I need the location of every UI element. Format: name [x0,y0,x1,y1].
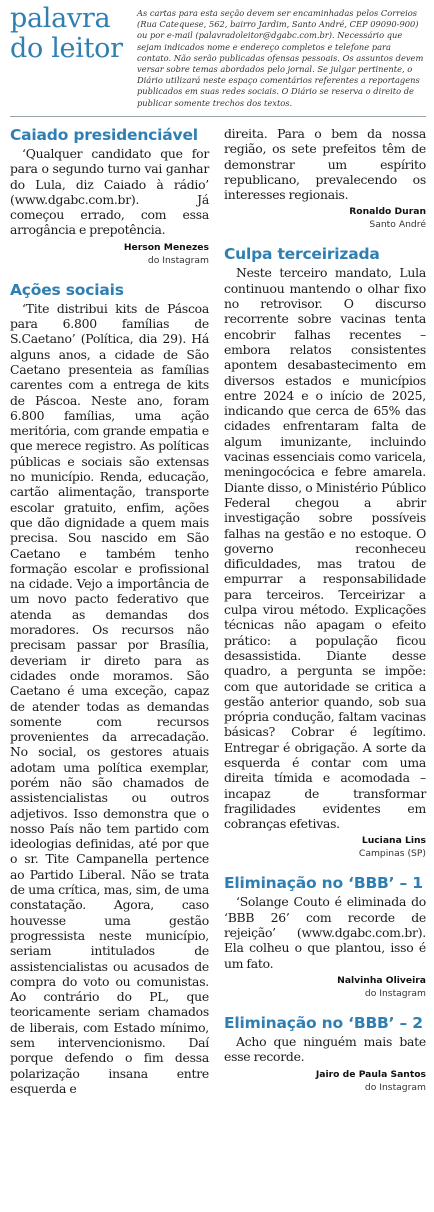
letter [224,874,426,999]
letter-text-continued: direita. Para o bem da nossa região, os sete prefeitos têm de demonstrar um espírito republicano, prevalecendo os interesses regionais. [224,126,426,203]
section-header [0,0,434,118]
letter-text: Acho que ninguém mais bate esse recorde. [224,1033,426,1065]
letter-origin: Santo André [369,219,426,231]
letter-author: Jairo de Paula Santos [315,1068,426,1080]
section-title-line2: do leitor [10,33,123,64]
letter [224,1014,426,1094]
letter-title: Culpa terceirizada [224,245,380,264]
letter-author: Herson Menezes [123,241,209,253]
letter-text: ‘Solange Couto é eliminada do ‘BBB 26’ com recorde de rejeição’ (www.dgabc.com.br). Ela colheu o que plantou, isso é um fato. [224,894,426,971]
letter-origin: do Instagram [364,1081,426,1093]
letter-title: Eliminação no ‘BBB’ – 1 [224,874,423,893]
letter [224,245,426,860]
letter-title: Ações sociais [10,280,124,299]
letter-origin: do Instagram [147,254,209,266]
letter-title: Eliminação no ‘BBB’ – 2 [224,1013,423,1032]
letter-text: ‘Qualquer candidato que for para o segundo turno vai ganhar do Lula, diz Caiado à rádio’ (www.dgabc.com.br). Já começou errado, com essa arrogância e prepotência. [10,146,209,238]
section-title [10,4,128,63]
letter-text: ‘Tite distribui kits de Páscoa para 6.800 famílias de S.Caetano’ (Política, dia 29). Há alguns anos, a cidade de São Caetano presenteia as famílias carentes com a entrega de kits de Páscoa. Neste ano, foram 6.800 famílias, uma ação meritória, com grande empatia e que merece registro. As políticas públicas e sociais são extensas no município. Renda, educação, cartão alimentação, transporte escolar gratuito, enfim, ações que dão dignidade a quem mais precisa. Sou nascido em São Caetano e também tenho formação escolar e profissional na cidade. Vejo a importância de um novo pacto federativo que atenda as demandas dos moradores. Os recursos não precisam passar por Brasília, deveriam ir direto para as cidades onde moramos. São Caetano é uma exceção, capaz de atender todas as demandas somente com recursos provenientes da arrecadação. No social, os gestores atuais adotam uma política exemplar, porém não são chamados de assistencialistas ou outros adjetivos. Isso demonstra que o nosso País não tem partido com ideologias definidas, até por que o sr. Tite Campanella pertence ao Partido Liberal. Não se trata de uma crítica, mas, sim, de uma constatação. Agora, caso houvesse uma gestão progressista neste município, seriam intitulados de assistencialistas ou acusados de compra do voto ou comunistas. Ao contrário do PL, que teoricamente seriam chamados de liberais, com Estado mínimo, sem intervencionismo. Daí porque defendo o fim dessa polarização insana entre esquerda e [10,300,209,1096]
header-divider [10,116,426,117]
letter-author: Ronaldo Duran [349,206,426,218]
letter-origin: Campinas (SP) [358,848,426,860]
section-title-line1: palavra [10,3,111,34]
letter-author: Nalvinha Oliveira [337,974,426,986]
letter [10,126,209,267]
right-column [224,126,426,1108]
letter-continuation [224,126,426,231]
letter-text: Neste terceiro mandato, Lula continuou mantendo o olhar fixo no retrovisor. O discurso recorrente sobre vacinas tenta encobrir falhas recentes – embora relatos consistentes apontem desabastecimento em diversos estados e municípios entre 2024 e o início de 2025, indicando que cerca de 65% das cidades enfrentaram falta de algum imunizante, incluindo vacinas essenciais como varicela, meningocócica e febre amarela. Diante disso, o Ministério Público Federal chegou a abrir investigação sobre possíveis falhas na gestão e no estoque. O governo reconheceu dificuldades, mas tratou de empurrar a responsabilidade para terceiros. Terceirizar a culpa virou método. Explicações técnicas não apagam o efeito prático: a população ficou desassistida. Diante desse quadro, a pergunta se impõe: com que autoridade se critica a gestão anterior quando, sob sua própria condução, faltam vacinas básicas? Cobrar é legítimo. Entregar é obrigação. A sorte da esquerda é contar com uma direita tímida e acomodada – incapaz de transformar fragilidades evidentes em cobranças efetivas. [224,265,426,832]
section-intro: As cartas para esta seção devem ser encaminhadas pelos Correios (Rua Catequese, 562, bairro Jardim, Santo André, CEP 09090-900) ou por e-mail (palavradoleitor@dgabc.com.br). Necessário que sejam indicados nome e endereço completos e telefone para contato. Não serão publicadas ofensas pessoais. Os assuntos devem versar sobre temas abordados pelo jornal. Se julgar pertinente, o Diário utilizará neste espaço comentários referentes a reportagens publicados em suas redes sociais. O Diário se reserva o direito de publicar somente trechos dos textos. [137,8,424,108]
letter-origin: do Instagram [364,987,426,999]
letter-author: Luciana Lins [361,835,426,847]
letter-title: Caiado presidenciável [10,126,198,144]
letter [10,281,209,1096]
left-column [10,126,209,1110]
